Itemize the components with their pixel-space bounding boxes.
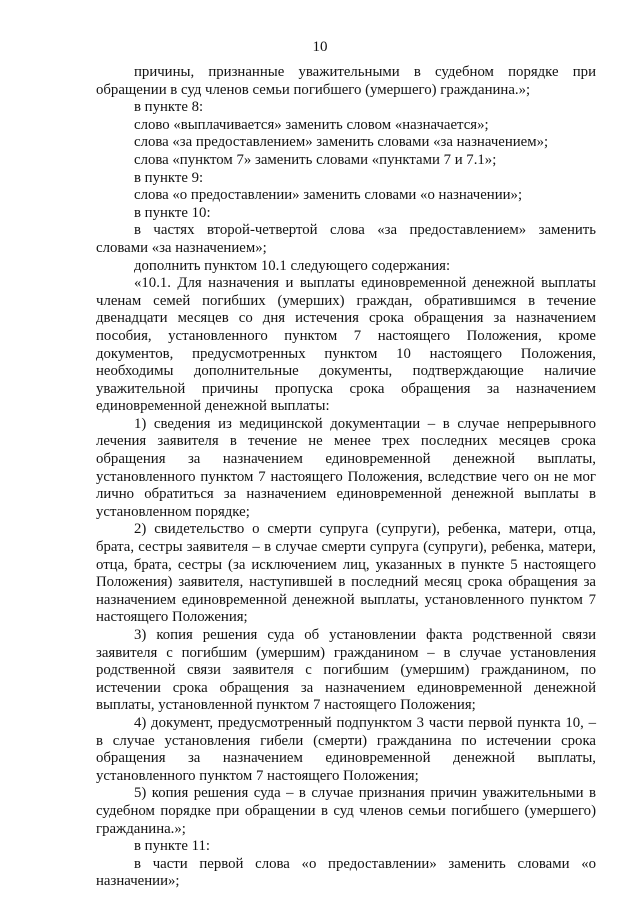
paragraph: слова «за предоставлением» заменить словами «за назначением»;: [134, 134, 549, 151]
paragraph: «10.1. Для назначения и выплаты единовременной денежной выплаты членам семей погибших (умерших) граждан, обратившимся в течение двенадцати месяцев со дня истечения срока обращения за назначением пособия, установленного пунктом 7 настоящего Положения, кроме документов, предусмотренных пунктом 10 настоящего Положения, необходимы дополнительные документы, подтверждающие наличие уважительной причины пропуска срока обращения за назначением единовременной денежной выплаты:: [96, 275, 596, 415]
paragraph: дополнить пунктом 10.1 следующего содержания:: [134, 257, 451, 274]
paragraph: в пункте 11:: [134, 838, 211, 855]
paragraph: причины, признанные уважительными в судебном порядке при обращении в суд членов семьи погибшего (умершего) гражданина.»;: [96, 64, 596, 98]
paragraph: в части первой слова «о предоставлении» заменить словами «о назначении»;: [96, 855, 596, 890]
paragraph: в пункте 10:: [134, 204, 211, 221]
page-number: 10: [312, 39, 328, 55]
paragraph: в пункте 9:: [134, 169, 204, 186]
paragraph: 4) документ, предусмотренный подпунктом 3 части первой пункта 10, – в случае установления гибели (смерти) гражданина по истечении срока обращения за назначением единовременной денежной выплаты, установленного пунктом 7 настоящего Положения;: [96, 714, 596, 784]
paragraph: 5) копия решения суда – в случае признания причин уважительными в судебном порядке при обращении в суд членов семьи погибшего (умершего) гражданина.»;: [96, 785, 596, 837]
paragraph: в пункте 8:: [134, 99, 204, 116]
paragraph: слова «о предоставлении» заменить словами «о назначении»;: [134, 187, 523, 204]
paragraph: слова «пунктом 7» заменить словами «пунктами 7 и 7.1»;: [134, 151, 497, 168]
paragraph: слово «выплачивается» заменить словом «назначается»;: [134, 116, 489, 133]
paragraph: 1) сведения из медицинской документации – в случае непрерывного лечения заявителя в течение не менее трех последних месяцев срока обращения за назначением единовременной денежной выплаты, установленного пунктом 7 настоящего Положения, вследствие чего он не мог лично обратиться за назначением единовременной денежной выплаты в установленном порядке;: [96, 415, 596, 520]
paragraph: 2) свидетельство о смерти супруга (супруги), ребенка, матери, отца, брата, сестры заявителя – в случае смерти супруга (супруги), ребенка, матери, отца, брата, сестры (за исключением лиц, указанных в пункте 5 настоящего Положения) заявителя, наступившей в последний месяц срока обращения за назначением единовременной денежной выплаты, установленного пунктом 7 настоящего Положения;: [96, 521, 596, 626]
paragraph: в частях второй-четвертой слова «за предоставлением» заменить словами «за назначением»;: [96, 222, 596, 256]
paragraph: 3) копия решения суда об установлении факта родственной связи заявителя с погибшим (умершим) гражданином – в случае установления родственной связи заявителя с погибшим (умершим) гражданином, по истечении срока обращения за назначением единовременной денежной выплаты, установленной пунктом 7 настоящего Положения;: [96, 627, 596, 714]
document-body: [96, 64, 596, 891]
